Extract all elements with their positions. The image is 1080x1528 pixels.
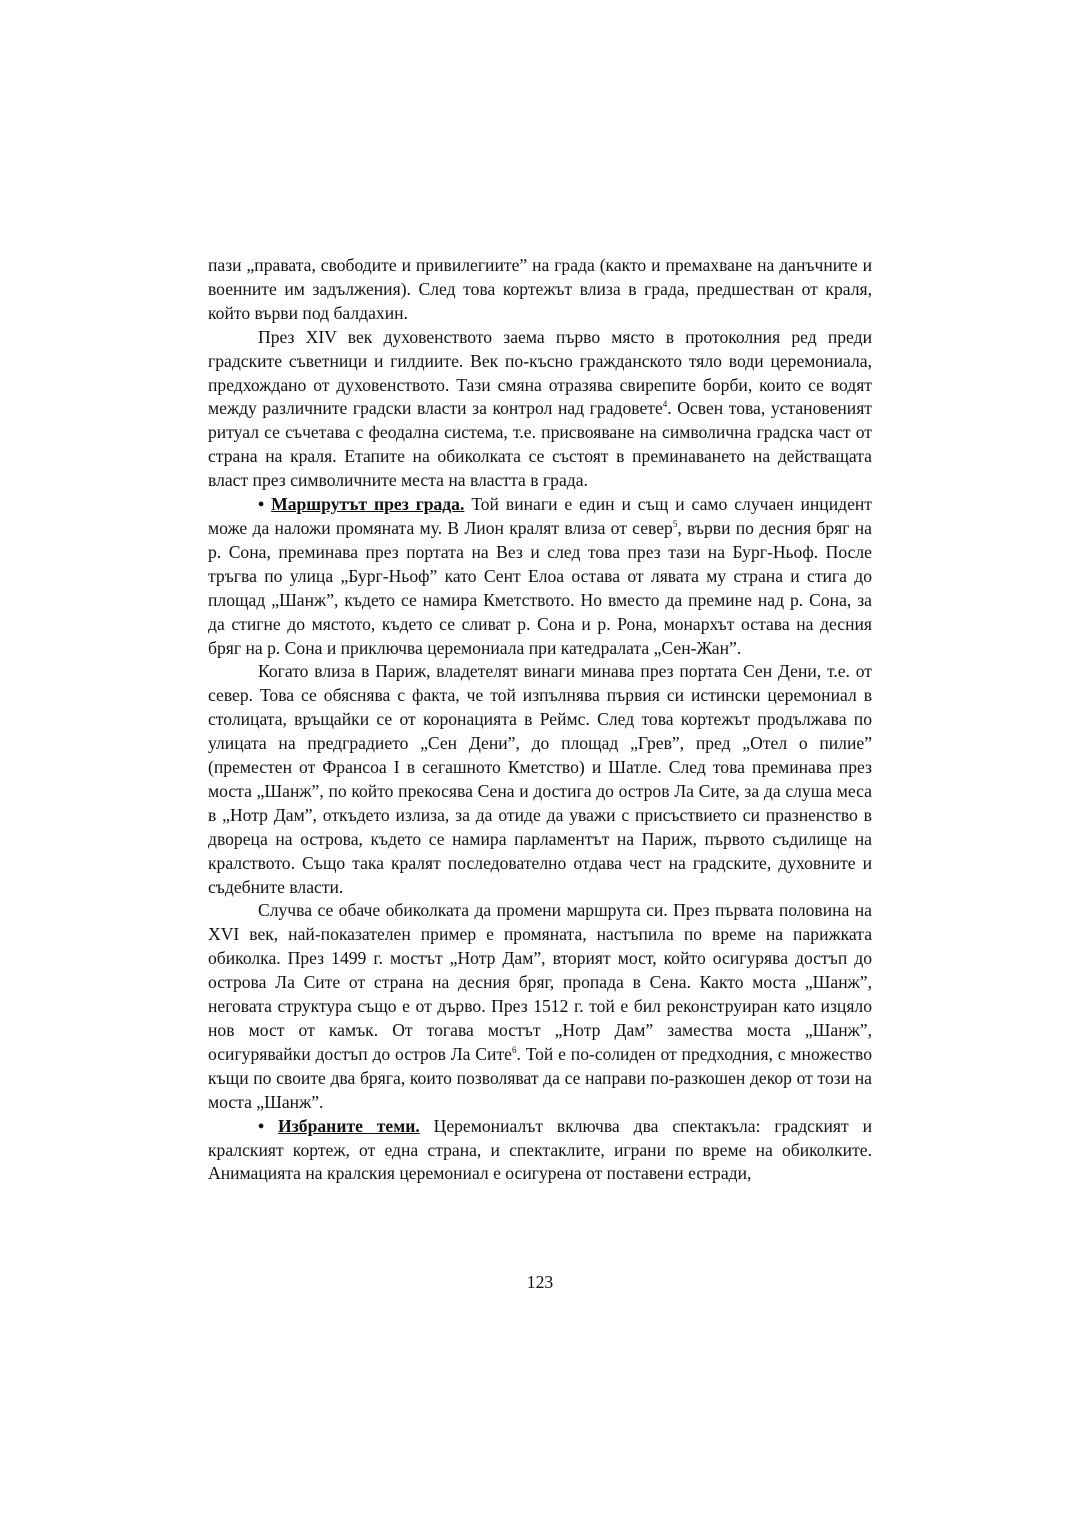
footnote-ref-6[interactable]: 6 xyxy=(511,1044,517,1055)
section-heading-themes: Избраните теми. xyxy=(278,1115,420,1136)
page-body-text xyxy=(208,254,872,1186)
page-number: 123 xyxy=(526,1272,554,1292)
footnote-ref-5[interactable]: 5 xyxy=(672,518,678,529)
paragraph-1 xyxy=(208,254,872,326)
paragraph-4-text: Когато влиза в Париж, владетелят винаги минава през портата Сен Дени, т.е. от север. Това се обяснява с факта, че той изпълнява първия си истински церемониал в столицата, връщайки се от коронацията в Реймс. След това кортежът продължава по улицата на предградието „Сен Дени”, до площад „Грев”, пред „Отел о пилие” (преместен от Франсоа I в сегашното Кметство) и Шатле. След това преминава през моста „Шанж”, по който прекосява Сена и достига до остров Ла Сите, за да слуша меса в „Нотр Дам”, откъдето излиза, за да отиде да уважи с присъствието си празненство в двореца на острова, където се намира парламентът на Париж, първото съдилище на кралството. Също така кралят последователно отдава чест на градските, духовните и съдебните власти. xyxy=(208,661,872,897)
bullet-mark: • xyxy=(258,1115,265,1136)
paragraph-3-text-a: Той винаги е един и същ и само случаен инцидент може да наложи промяната му. В Лион кралят влиза от север xyxy=(208,494,872,538)
footnote-ref-4[interactable]: 4 xyxy=(662,399,668,410)
paragraph-2-text-b: . Освен това, установеният ритуал се съчетава с феодална система, т.е. присвояване на символична градска част от страна на краля. Етапите на обиколката се състоят в преминаването на действащата власт през символичните места на властта в града. xyxy=(208,398,872,491)
paragraph-3 xyxy=(208,493,872,660)
paragraph-1-text: пази „правата, свободите и привилегиите” на града (както и премахване на данъчните и военните им задължения). След това кортежът влиза в града, предшестван от краля, който върви под балдахин. xyxy=(208,255,872,323)
bullet-mark: • xyxy=(258,494,265,515)
paragraph-4 xyxy=(208,660,872,899)
paragraph-6-text: Церемониалът включва два спектакъла: градският и кралският кортеж, от една страна, и спектаклите, играни по време на обиколките. Анимацията на кралския церемониал е осигурена от поставени естради, xyxy=(208,1115,872,1184)
paragraph-5-text-a: Случва се обаче обиколката да промени маршрута си. През първата половина на XVI век, най-показателен пример е промяната, настъпила по време на парижката обиколка. През 1499 г. мостът „Нотр Дам”, вторият мост, който осигурява достъп до острова Ла Сите от страна на десния бряг, пропада в Сена. Както моста „Шанж”, неговата структура също е от дърво. През 1512 г. той е бил реконструиран като изцяло нов мост от камък. От тогава мостът „Нотр Дам” замества моста „Шанж”, осигурявайки достъп до остров Ла Сите xyxy=(208,900,872,1064)
paragraph-2-text-a: През XIV век духовенството заема първо място в протоколния ред преди градските съветници и гилдиите. Век по-късно гражданското тяло води церемониала, предхождано от духовенството. Тази смяна отразява свирепите борби, които се водят между различните градски власти за контрол над градовете xyxy=(208,326,872,419)
paragraph-2 xyxy=(208,326,872,493)
section-heading-route: Маршрутът през града. xyxy=(271,494,465,515)
paragraph-5 xyxy=(208,899,872,1114)
paragraph-5-text-b: . Той е по-солиден от предходния, с множество къщи по своите два бряга, които позволяват да се направи по-разкошен декор от този на моста „Шанж”. xyxy=(208,1043,872,1112)
paragraph-6 xyxy=(208,1115,872,1187)
paragraph-3-text-b: , върви по десния бряг на р. Сона, преминава през портата на Вез и след това през тази на Бург-Ньоф. После тръгва по улица „Бург-Ньоф” като Сент Елоа остава от лявата му страна и стига до площад „Шанж”, където се намира Кметството. Но вместо да премине над р. Сона, за да стигне до мястото, където се сливат р. Сона и р. Рона, монархът остава на десния бряг на р. Сона и приключва церемониала при катедралата „Сен-Жан”. xyxy=(208,517,872,658)
